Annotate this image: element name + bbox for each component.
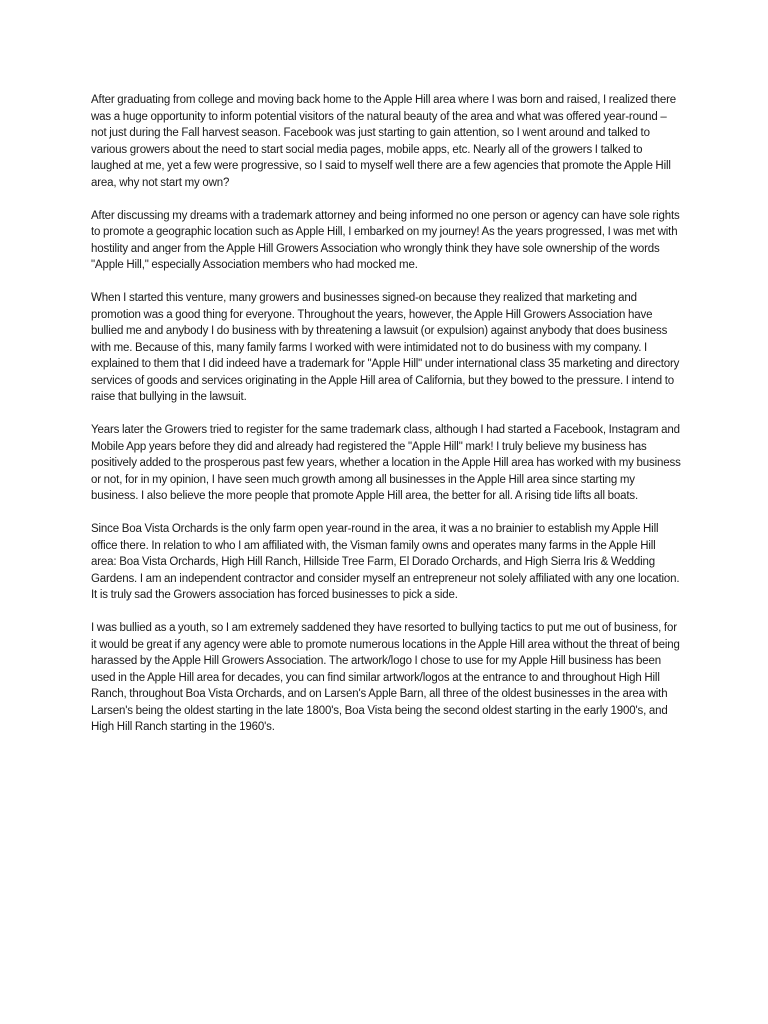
paragraph-2: After discussing my dreams with a trademark attorney and being informed no one person or agency can have sole rights to promote a geographic location such as Apple Hill, I embarked on my journey! As the years progressed, I was met with hostility and anger from the Apple Hill Growers Association who wrongly think they have sole ownership of the words "Apple Hill," especially Association members who had mocked me. [91, 209, 680, 271]
paragraph-6: I was bullied as a youth, so I am extremely saddened they have resorted to bullying tactics to put me out of business, for it would be great if any agency were able to promote numerous locations in the Apple Hill area without the threat of being harassed by the Apple Hill Growers Association. The artwork/logo I chose to use for my Apple Hill business has been used in the Apple Hill area for decades, you can find similar artwork/logos at the entrance to and throughout High Hill Ranch, throughout Boa Vista Orchards, and on Larsen's Apple Barn, all three of the oldest businesses in the area with Larsen's being the oldest starting in the late 1800's, Boa Vista being the second oldest starting in the early 1900's, and High Hill Ranch starting in the 1960's. [91, 622, 680, 733]
paragraph-3: When I started this venture, many growers and businesses signed-on because they realized that marketing and promotion was a good thing for everyone. Throughout the years, however, the Apple Hill Growers Association have bullied me and anybody I do business with by threatening a lawsuit (or expulsion) against anybody that does business with me. Because of this, many family farms I worked with were intimidated not to do business with my company. I explained to them that I did indeed have a trademark for "Apple Hill" under international class 35 marketing and directory services of goods and services originating in the Apple Hill area of California, but they bowed to the pressure. I intend to raise that bullying in the lawsuit. [91, 292, 680, 403]
paragraph-5: Since Boa Vista Orchards is the only farm open year-round in the area, it was a no brainier to establish my Apple Hill office there. In relation to who I am affiliated with, the Visman family owns and operates many farms in the Apple Hill area: Boa Vista Orchards, High Hill Ranch, Hillside Tree Farm, El Dorado Orchards, and High Sierra Iris & Wedding Gardens. I am an independent contractor and consider myself an entrepreneur not solely affiliated with any one location. It is truly sad the Growers association has forced businesses to pick a side. [91, 523, 680, 601]
document-body [91, 92, 683, 752]
paragraph-4: Years later the Growers tried to register for the same trademark class, although I had started a Facebook, Instagram and Mobile App years before they did and already had registered the "Apple Hill" mark! I truly believe my business has positively added to the prosperous past few years, whether a location in the Apple Hill area has worked with my business or not, for in my opinion, I have seen much growth among all businesses in the Apple Hill area since starting my business. I also believe the more people that promote Apple Hill area, the better for all. A rising tide lifts all boats. [91, 424, 681, 502]
paragraph-1: After graduating from college and moving back home to the Apple Hill area where I was born and raised, I realized there was a huge opportunity to inform potential visitors of the natural beauty of the area and what was offered year-round – not just during the Fall harvest season. Facebook was just starting to gain attention, so I went around and talked to various growers about the need to start social media pages, mobile apps, etc. Nearly all of the growers I talked to laughed at me, yet a few were progressive, so I said to myself well there are a few agencies that promote the Apple Hill area, why not start my own? [91, 94, 677, 189]
